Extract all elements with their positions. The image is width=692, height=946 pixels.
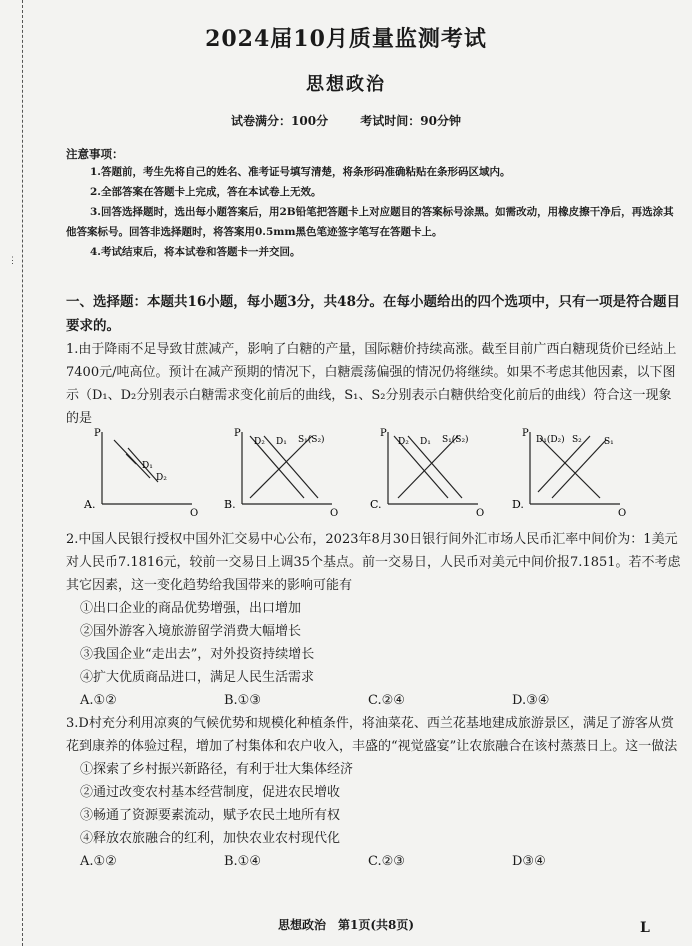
graph-label: D₁ <box>420 437 431 447</box>
exam-title: 2024届10月质量监测考试 <box>205 26 487 52</box>
section-heading: 一、选择题：本题共16小题，每小题3分，共48分。在每小题给出的四个选项中，只有一项是符合题目要求的。 <box>66 294 680 334</box>
question-stem: 3.D村充分利用凉爽的气候优势和规模化种植条件，将油菜花、西兰花基地建成旅游景区，满足了游客从赏花到康养的体验过程，增加了村集体和农户收入，丰盛的“视觉盛宴”让农旅融合在该村蒸蒸日上。这一做法 <box>66 716 678 754</box>
choice-c: C.②③ <box>368 854 405 869</box>
choice-d: D.③④ <box>512 693 550 708</box>
answer-choices <box>66 689 682 712</box>
option-item: ①出口企业的商品优势增强，出口增加 <box>80 601 302 616</box>
binding-line <box>22 0 23 946</box>
graph-label: S₂ <box>572 435 582 445</box>
page-footer: 思想政治 第1页(共8页) <box>277 918 415 932</box>
graph-a <box>80 424 200 516</box>
option-item: ①探索了乡村振兴新路径，有利于壮大集体经济 <box>80 762 354 777</box>
answer-choices <box>66 850 682 873</box>
graph-letter: D. <box>512 498 524 511</box>
graph-label: S₁(S₂) <box>298 435 325 445</box>
option-item: ④扩大优质商品进口，满足人民生活需求 <box>80 670 315 685</box>
graph-letter: A. <box>84 498 96 511</box>
binding-mark: ⋮ <box>8 256 17 266</box>
option-item: ④释放农旅融合的红利，加快农业农村现代化 <box>80 831 341 846</box>
graph-b <box>220 424 340 516</box>
option-item: ③我国企业“走出去”，对外投资持续增长 <box>80 647 315 662</box>
corner-mark: L <box>640 920 650 936</box>
graph-label: D₂ <box>156 473 167 483</box>
option-item: ②通过改变农村基本经营制度，促进农民增收 <box>80 785 341 800</box>
choice-a: A.①② <box>80 693 117 708</box>
option-item: ③畅通了资源要素流动，赋予农民土地所有权 <box>80 808 341 823</box>
subject-title: 思想政治 <box>306 74 386 95</box>
axis-q: Q <box>618 508 627 516</box>
axis-q: Q <box>190 508 199 516</box>
axis-q: Q <box>476 508 485 516</box>
graph-label: S₁(S₂) <box>442 435 469 445</box>
graph-letter: C. <box>370 498 382 511</box>
notice-item: 4.考试结束后，将本试卷和答题卡一并交回。 <box>90 246 301 258</box>
question-3 <box>66 712 682 873</box>
notice-item: 3.回答选择题时，选出每小题答案后，用2B铅笔把答题卡上对应题目的答案标号涂黑。如需改动，用橡皮擦干净后，再选涂其他答案标号。回答非选择题时，将答案用0.5mm黑色笔迹签字笔写在答题卡上。 <box>66 206 674 238</box>
notice-item: 2.全部答案在答题卡上完成，答在本试卷上无效。 <box>90 186 322 198</box>
question-2 <box>66 528 682 712</box>
question-stem: 1.由于降雨不足导致甘蔗减产，影响了白糖的产量，国际糖价持续高涨。截至目前广西白糖现货价已经站上7400元/吨高位。预计在减产预期的情况下，白糖震荡偏强的情况仍将继续。如果不考虑其他因素，以下图示（D₁、D₂分别表示白糖需求变化前后的曲线，S₁、S₂分别表示白糖供给变化前后的曲线）符合这一现象的是 <box>66 342 677 426</box>
graph-letter: B. <box>224 498 236 511</box>
graph-label: D₁(D₂) <box>536 435 565 445</box>
notice-list <box>66 162 682 262</box>
choice-d: D③④ <box>512 854 546 869</box>
graph-d <box>508 424 628 516</box>
axis-p: P <box>380 428 387 439</box>
choice-b: B.①④ <box>224 854 261 869</box>
exam-time: 考试时间：90分钟 <box>360 114 461 128</box>
choice-a: A.①② <box>80 854 117 869</box>
graph-label: D₁ <box>276 437 287 447</box>
choice-c: C.②④ <box>368 693 405 708</box>
exam-meta <box>0 112 692 129</box>
choice-b: B.①③ <box>224 693 261 708</box>
graph-c <box>366 424 486 516</box>
axis-p: P <box>522 428 529 439</box>
graph-label: D₁ <box>142 461 153 471</box>
axis-p: P <box>234 428 241 439</box>
full-score: 试卷满分：100分 <box>231 114 329 128</box>
graph-label: D₂ <box>398 437 409 447</box>
question-1-graphs <box>80 424 690 516</box>
notice-heading: 注意事项： <box>66 147 124 161</box>
graph-label: D₂ <box>254 437 265 447</box>
question-1 <box>66 338 682 430</box>
question-stem: 2.中国人民银行授权中国外汇交易中心公布，2023年8月30日银行间外汇市场人民币汇率中间价为：1美元对人民币7.1816元，较前一交易日上调35个基点。前一交易日，人民币对美元中间价报7.1851。若不考虑其它因素，这一变化趋势给我国带来的影响可能有 <box>66 532 681 593</box>
axis-q: Q <box>330 508 339 516</box>
graph-label: S₁ <box>604 437 614 447</box>
notice-item: 1.答题前，考生先将自己的姓名、准考证号填写清楚，将条形码准确粘贴在条形码区域内。 <box>90 166 511 178</box>
axis-p: P <box>94 428 101 439</box>
option-item: ②国外游客入境旅游留学消费大幅增长 <box>80 624 302 639</box>
